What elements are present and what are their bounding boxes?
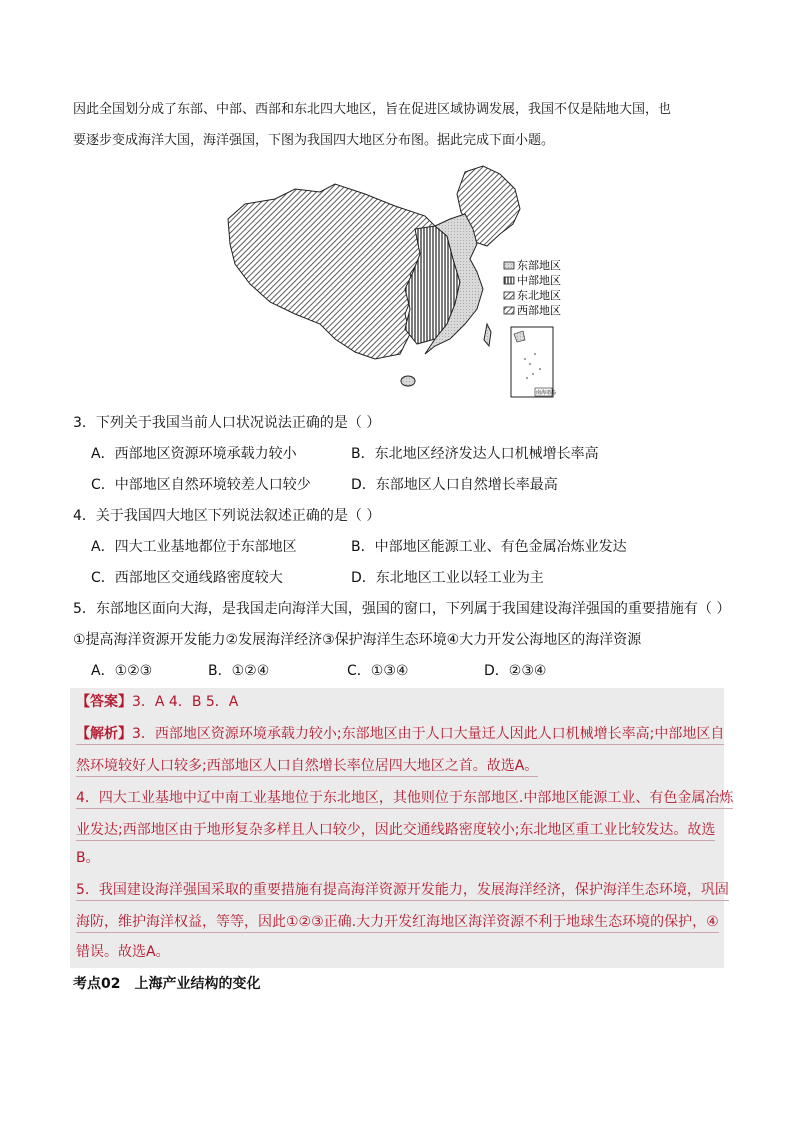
q5-option-b: B．①②④ — [208, 663, 270, 679]
q3-option-d: D．东部地区人口自然增长率最高 — [351, 477, 558, 493]
intro-line-1: 因此全国划分成了东部、中部、西部和东北四大地区，旨在促进区域协调发展，我国不仅是陆地大国，也 — [73, 102, 672, 117]
q3-option-b: B．东北地区经济发达人口机械增长率高 — [351, 446, 599, 462]
analysis-line-6: 5．我国建设海洋强国采取的重要措施有提高海洋资源开发能力，发展海洋经济，保护海洋生态环境，巩固 — [76, 880, 729, 901]
section-number: 考点02 — [73, 976, 121, 992]
legend-west: 西部地区 — [517, 304, 561, 317]
q5-option-a: A．①②③ — [91, 663, 153, 679]
analysis-line-3: 4．四大工业基地中辽中南工业基地位于东北地区，其他则位于东部地区.中部地区能源工业、有色金属冶炼 — [76, 788, 733, 809]
analysis-line-5: B。 — [76, 850, 100, 866]
q5-option-c: C．①③④ — [347, 663, 409, 679]
inset-label: 南海诸岛 — [536, 390, 557, 396]
legend-east: 东部地区 — [517, 259, 561, 272]
q4-option-c: C．西部地区交通线路密度较大 — [91, 570, 283, 586]
west-region — [228, 184, 435, 359]
analysis-line-4: 业发达;西部地区由于地形复杂多样且人口较少，因此交通线路密度较小;东北地区重工业比较发达。故选 — [76, 820, 715, 841]
question-4-stem: 4．关于我国四大地区下列说法叙述正确的是（ ） — [73, 508, 381, 524]
section-title: 上海产业结构的变化 — [134, 976, 261, 992]
south-sea-inset — [511, 327, 556, 397]
q4-option-d: D．东北地区工业以轻工业为主 — [351, 570, 544, 586]
map-legend — [504, 258, 561, 317]
question-3-stem: 3．下列关于我国当前人口状况说法正确的是（ ） — [73, 415, 381, 431]
section-heading — [73, 974, 260, 994]
q4-option-a: A．四大工业基地都位于东部地区 — [91, 539, 297, 555]
analysis-line-2: 然环境较好人口较多;西部地区人口自然增长率位居四大地区之首。故选A。 — [76, 756, 538, 777]
q3-option-a: A．西部地区资源环境承载力较小 — [91, 446, 297, 462]
intro-line-2: 要逐步变成海洋大国，海洋强国，下图为我国四大地区分布图。据此完成下面小题。 — [73, 133, 555, 148]
legend-central: 中部地区 — [517, 274, 561, 287]
legend-northeast: 东北地区 — [517, 289, 561, 302]
answer-tag: 【答案】 — [76, 694, 132, 710]
answer-line — [76, 692, 238, 712]
q5-option-d: D．②③④ — [484, 663, 547, 679]
analysis-line-7: 海防，维护海洋权益，等等，因此①②③正确.大力开发红海地区海洋资源不利于地球生态环境的保护，④ — [76, 912, 719, 933]
analysis-text-1: 3．西部地区资源环境承载力较小;东部地区由于人口大量迁人因此人口机械增长率高;中部地区自 — [132, 726, 725, 742]
map-figure — [225, 164, 561, 400]
question-5-statements: ①提高海洋资源开发能力②发展海洋经济③保护海洋生态环境④大力开发公海地区的海洋资源 — [73, 632, 642, 648]
taiwan-island — [484, 324, 491, 346]
analysis-line-1 — [76, 724, 724, 745]
question-5-stem: 5．东部地区面向大海，是我国走向海洋大国，强国的窗口，下列属于我国建设海洋强国的重要措施有（ ） — [73, 601, 731, 617]
china-regions-map — [225, 164, 561, 400]
answer-text: 3．A 4．B 5．A — [132, 694, 239, 710]
analysis-tag: 【解析】 — [76, 726, 132, 742]
q4-option-b: B．中部地区能源工业、有色金属冶炼业发达 — [351, 539, 627, 555]
q3-option-c: C．中部地区自然环境较差人口较少 — [91, 477, 311, 493]
hainan-island — [401, 376, 415, 386]
analysis-line-8: 错误。故选A。 — [76, 944, 170, 960]
